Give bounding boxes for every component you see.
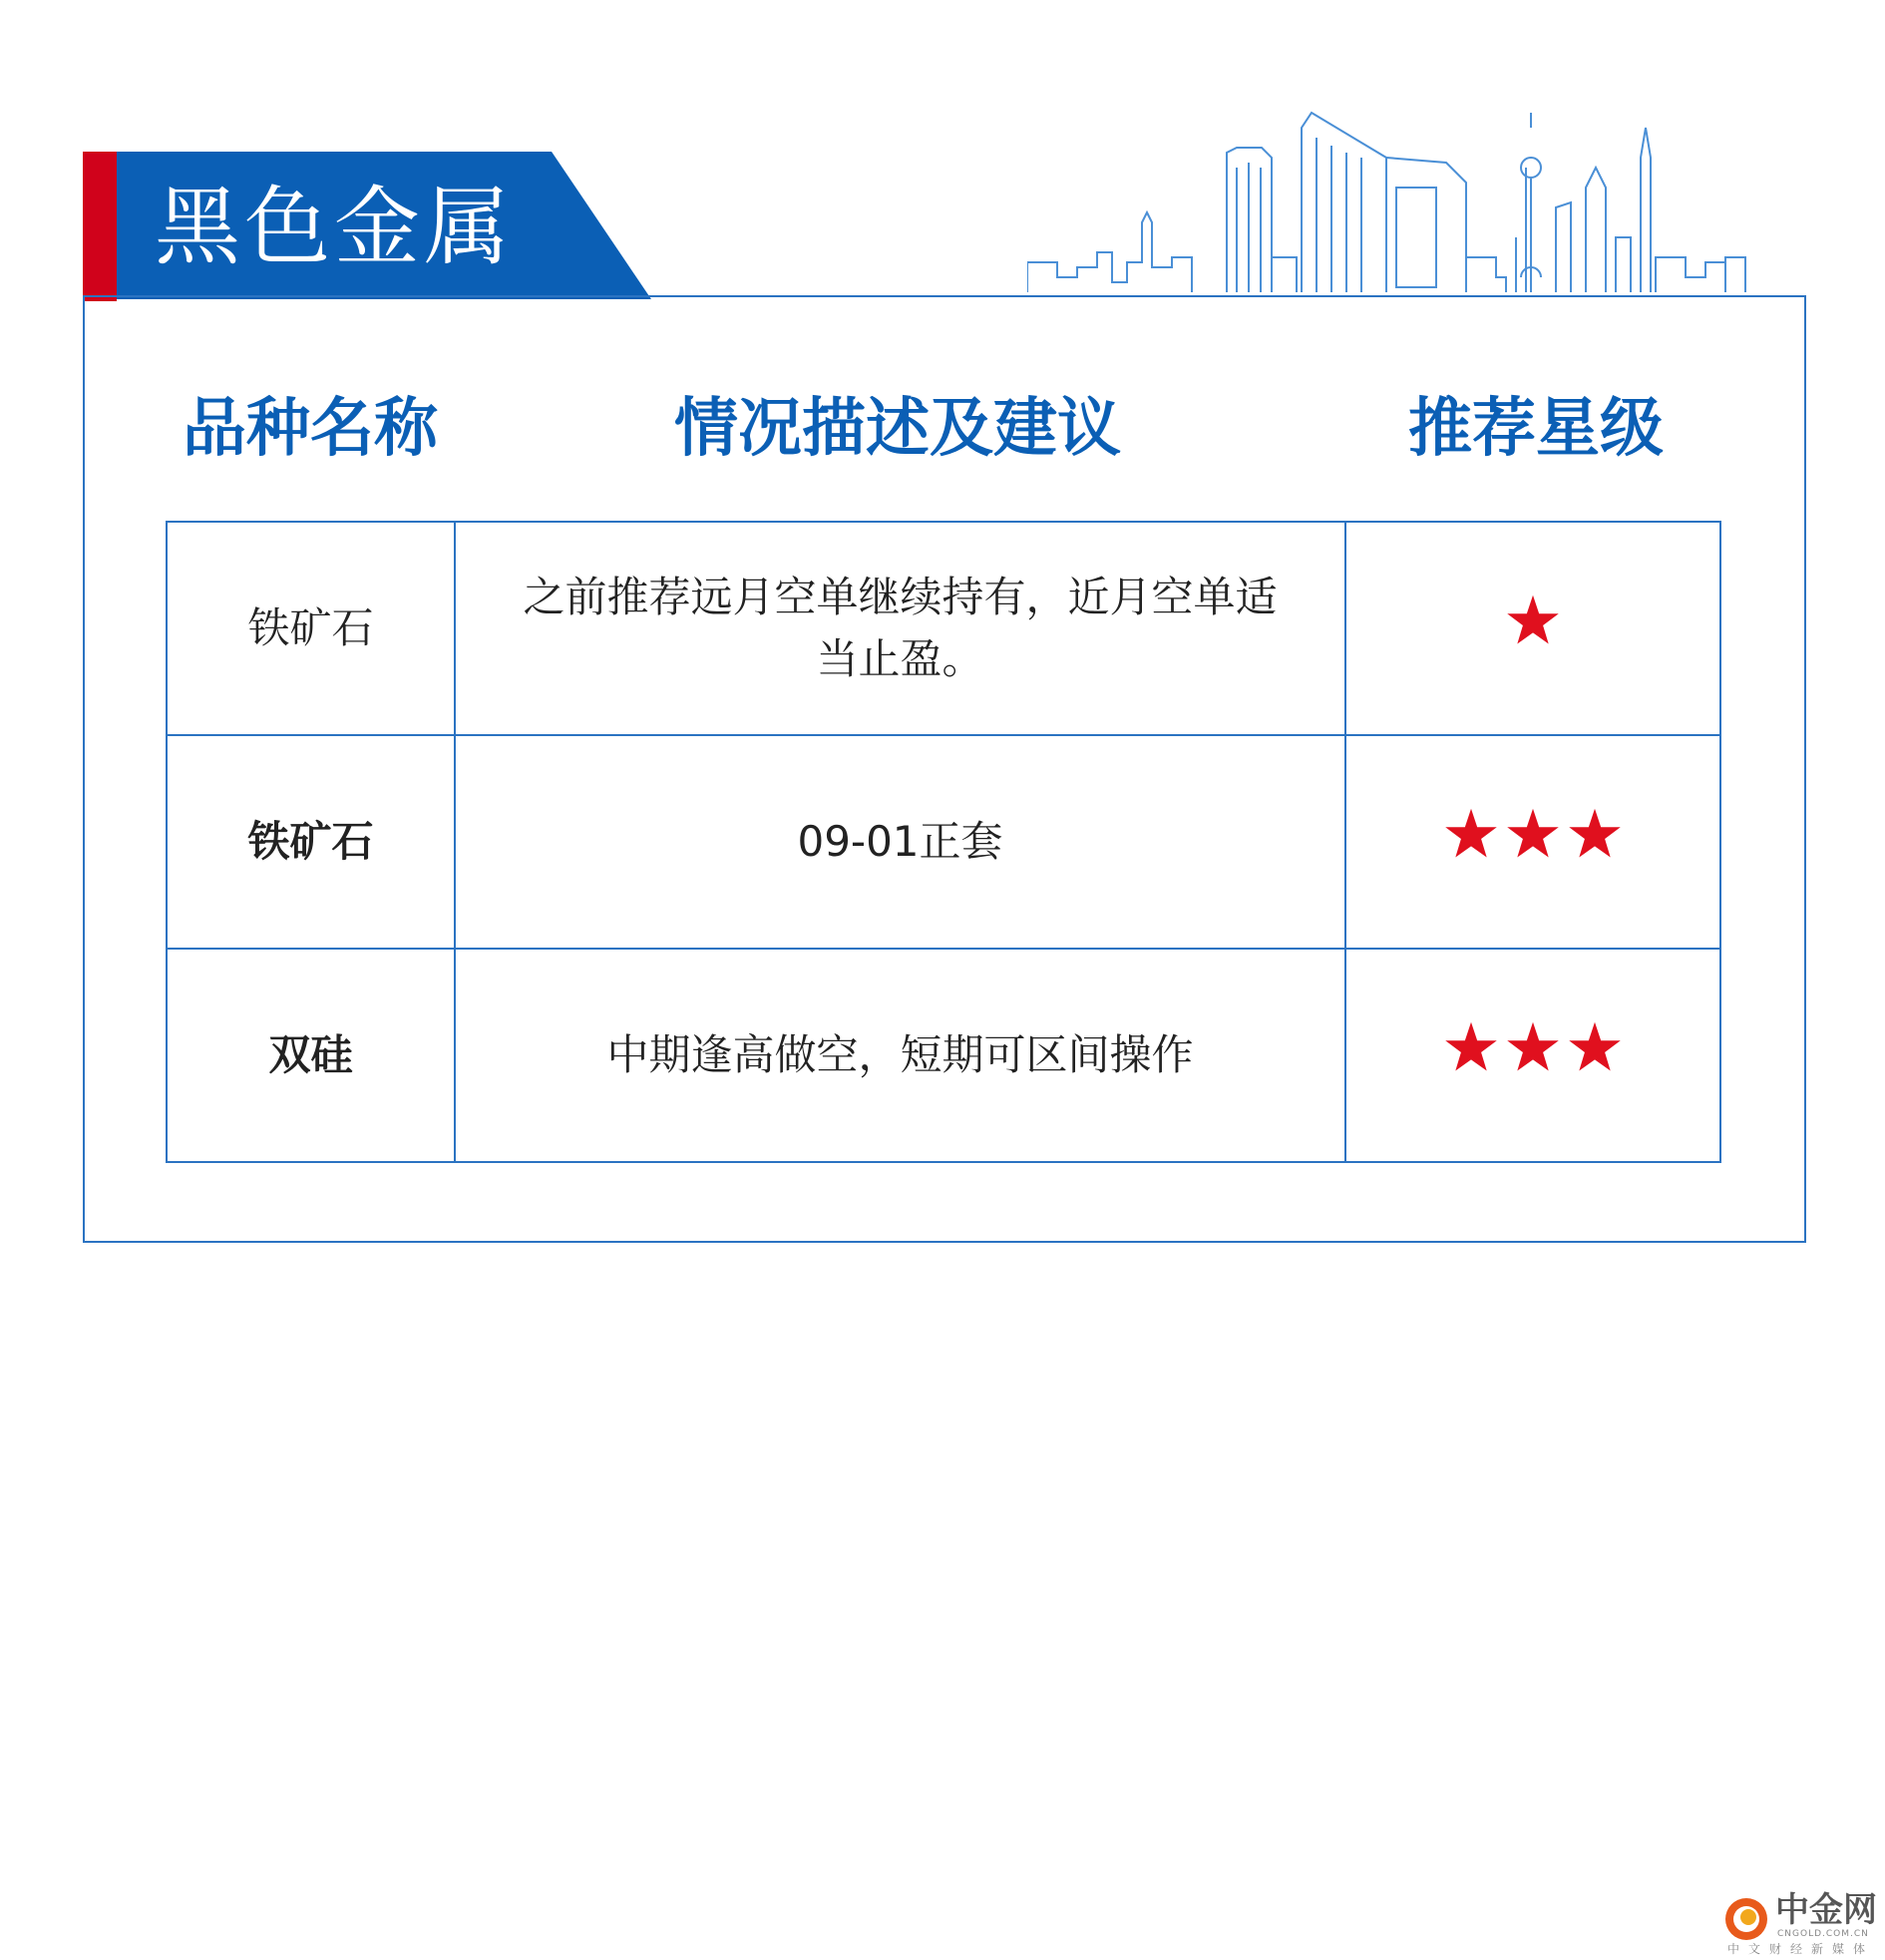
logo-tagline: 中文财经新媒体 <box>1727 1942 1875 1956</box>
star-rating-stars <box>1443 806 1623 862</box>
commodity-name: 铁矿石 <box>167 522 455 735</box>
cngold-logo-icon <box>1723 1896 1769 1942</box>
description-line: 中期逢高做空，短期可区间操作 <box>606 1030 1194 1079</box>
logo-name: 中金网 <box>1775 1890 1877 1930</box>
star-rating <box>1345 735 1720 949</box>
star-icon <box>1443 1019 1499 1075</box>
commodity-description <box>455 949 1345 1162</box>
logo-url: CNGOLD.COM.CN <box>1777 1929 1869 1939</box>
star-rating <box>1345 949 1720 1162</box>
star-rating-stars <box>1505 592 1561 648</box>
star-icon <box>1567 806 1623 862</box>
star-rating <box>1345 522 1720 735</box>
commodity-description <box>455 522 1345 735</box>
description-line: 09-01正套 <box>797 817 1003 866</box>
commodity-name: 双硅 <box>167 949 455 1162</box>
star-icon <box>1443 806 1499 862</box>
star-rating-stars <box>1443 1019 1623 1075</box>
section-title: 黑色金属 <box>155 178 514 277</box>
star-icon <box>1567 1019 1623 1075</box>
star-icon <box>1505 592 1561 648</box>
table-row <box>167 735 1720 949</box>
table-row <box>167 949 1720 1162</box>
city-skyline-illustration <box>1027 108 1775 297</box>
table-row <box>167 522 1720 735</box>
description-line: 当止盈。 <box>816 634 984 683</box>
commodity-description <box>455 735 1345 949</box>
commodity-name: 铁矿石 <box>167 735 455 949</box>
recommendation-table <box>166 521 1721 1163</box>
column-header-description: 情况描述及建议 <box>674 392 1121 466</box>
description-line: 之前推荐远月空单继续持有，近月空单适 <box>523 573 1278 621</box>
star-icon <box>1505 1019 1561 1075</box>
cngold-logo <box>1723 1890 1883 1956</box>
column-header-name: 品种名称 <box>183 392 438 466</box>
column-header-rating: 推荐星级 <box>1408 392 1664 466</box>
star-icon <box>1505 806 1561 862</box>
